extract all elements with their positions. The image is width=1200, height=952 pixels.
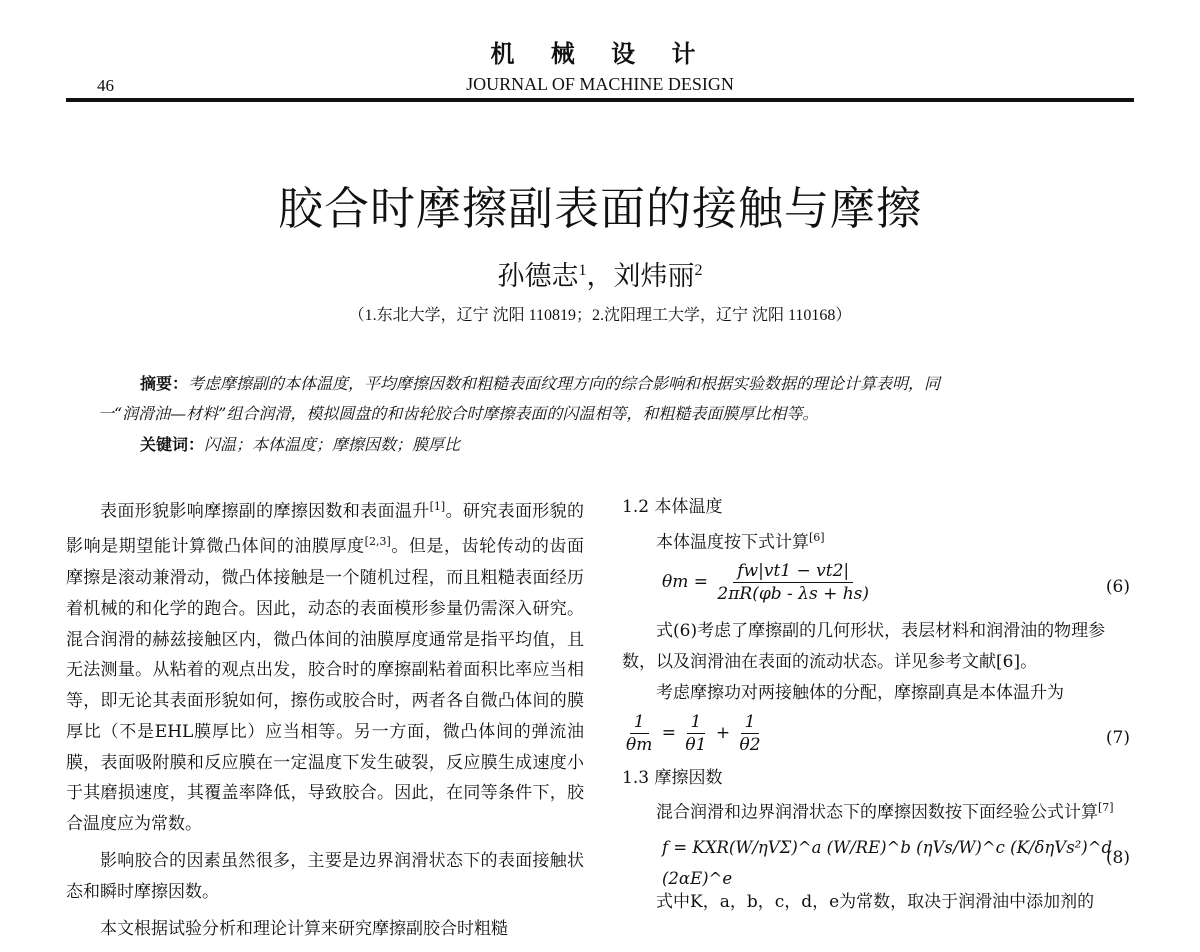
bulk-temp-text: 考虑摩擦功对两接触体的分配，摩擦副真是本体温升为 (656, 682, 1064, 703)
abstract (98, 369, 1108, 429)
eq7-plus: + (715, 722, 731, 743)
citation: [7] (1098, 801, 1114, 815)
section-1-2-intro: 本体温度按下式计算[6] (656, 530, 825, 553)
section-1-2-heading: 1.2 本体温度 (622, 497, 723, 517)
section-1-3-intro: 混合润滑和边界润滑状态下的摩擦因数按下面经验公式计算[7] (656, 801, 1114, 824)
intro-paragraph-1: 表面形貌影响摩擦副的摩擦因数和表面温升[1]。研究表面形貌的影响是期望能计算微凸体间的油膜厚度[2,3]。但是，齿轮传动的齿面摩擦是滚动兼滑动，微凸体接触是一个随机过程，而且粗糙表面经历着机械的和化学的跑合。因此，动态的表面模形参量仍需深入研究。混合润滑的赫兹接触区内，微凸体间的油膜厚度通常是指平均值，且无法测量。从粘着的观点出发，胶合时的摩擦副粘着面积比率应当相等，即无论其表面形貌如何，擦伤或胶合时，两者各自微凸体间的膜厚比（不是EHL膜厚比）应当相等。另一方面，微凸体间的弹流油膜，表面吸附膜和反应膜在一定温度下发生破裂，反应膜生成速度小于其磨损速度，其覆盖率降低，导致胶合。因此，在同等条件下，胶合温度应为常数。 (66, 500, 585, 835)
intro-paragraph-3: 本文根据试验分析和理论计算来研究摩擦副胶合时粗糙 (100, 918, 508, 939)
author-1-affil: 1 (578, 262, 587, 279)
eq6-denominator: 2πR(φb - λs + hs) (717, 584, 870, 605)
author-2: 刘炜丽 (613, 261, 695, 291)
eq7-a-den: θ1 (685, 734, 707, 755)
intro-paragraph-2: 影响胶合的因素虽然很多，主要是边界润滑状态下的表面接触状态和瞬时摩擦因数。 (66, 851, 584, 902)
header-rule (66, 98, 1134, 102)
eq6-lhs: θm = (662, 572, 709, 593)
keywords-text: 闪温；本体温度；摩擦因数；膜厚比 (204, 435, 461, 454)
affiliation: （1.东北大学，辽宁 沈阳 110819；2.沈阳理工大学，辽宁 沈阳 110168） (348, 307, 852, 324)
journal-name-en: JOURNAL OF MACHINE DESIGN (466, 74, 734, 94)
eq7-lhs-num: 1 (630, 711, 649, 734)
eq7-number: (7) (1105, 727, 1130, 748)
eq7-lhs-den: θm (626, 734, 653, 755)
eq6-number: (6) (1105, 577, 1130, 598)
journal-name-cn: 机 械 设 计 (490, 39, 710, 68)
eq8-body: f = KXR(W/ηVΣ)^a (W/RE)^b (ηVs/W)^c (K/δηVs²)^d (2αE)^e (662, 837, 1113, 888)
citation: [2,3] (364, 535, 391, 549)
constants-text: 式中K，a，b，c，d，e为常数，取决于润滑油中添加剂的 (656, 891, 1095, 912)
abstract-text-1: 考虑摩擦副的本体温度，平均摩擦因数和粗糙表面纹理方向的综合影响和根据实验数据的理论计算表明，同 (188, 374, 941, 393)
eq7-b-num: 1 (741, 711, 760, 734)
author-1: 孙德志 (497, 261, 579, 291)
abstract-label: 摘要： (140, 374, 189, 393)
citation: [1] (429, 500, 446, 513)
keywords-label: 关键词： (140, 435, 205, 454)
section-1-3-heading: 1.3 摩擦因数 (622, 767, 723, 788)
eq8-number: (8) (1105, 847, 1130, 868)
abstract-text-2: 一“润滑油—材料”组合润滑，模拟圆盘的和齿轮胶合时摩擦表面的闪温相等，和粗糙表面膜厚比相等。 (98, 404, 819, 423)
right-column (622, 492, 1134, 918)
eq7-b-den: θ2 (739, 734, 761, 755)
eq7-a-num: 1 (687, 711, 706, 734)
left-column (66, 492, 584, 950)
equation-7 (622, 709, 1134, 763)
authors (0, 254, 1200, 293)
author-separator: ， (586, 261, 614, 291)
equation-6 (622, 558, 1134, 616)
keywords (140, 432, 460, 455)
citation: [6] (809, 530, 825, 544)
equation-8 (622, 829, 1134, 887)
eq7-equals: = (661, 722, 677, 743)
article-title: 胶合时摩擦副表面的接触与摩擦 (277, 184, 922, 234)
page-number: 46 (97, 76, 114, 95)
eq6-numerator: fw|vt1 − vt2| (733, 560, 853, 583)
author-2-affil: 2 (694, 262, 703, 279)
eq6-explanation: 式(6)考虑了摩擦副的几何形状，表层材料和润滑油的物理参数，以及润滑油在表面的流动状态。详见参考文献[6]。 (622, 621, 1106, 673)
